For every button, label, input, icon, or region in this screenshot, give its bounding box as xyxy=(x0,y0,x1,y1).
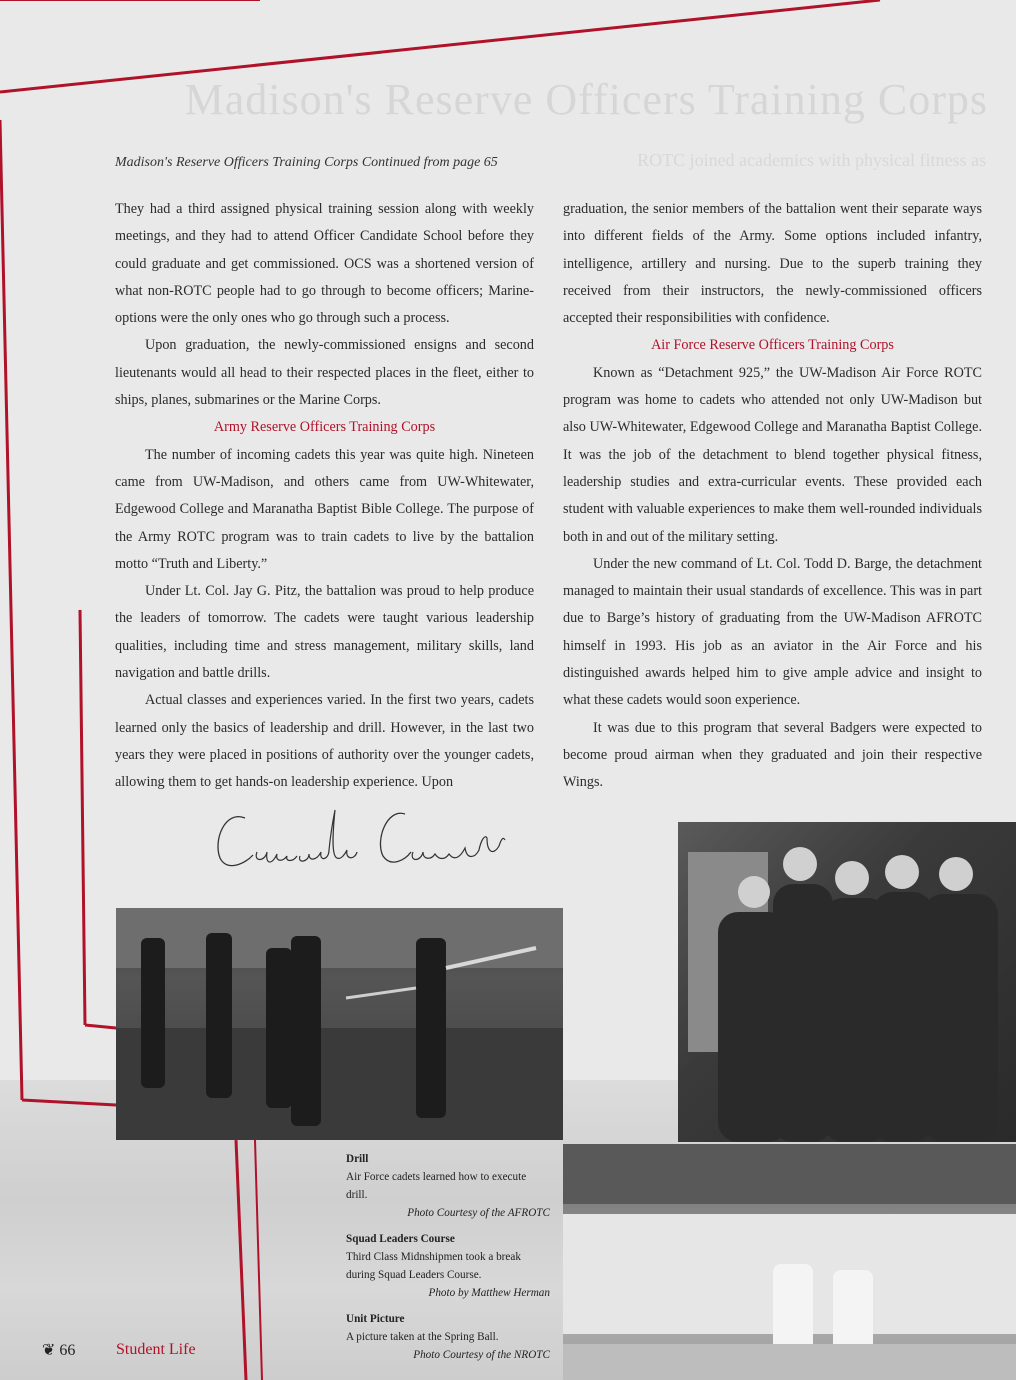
page-number-text: 66 xyxy=(59,1342,76,1359)
army-rotc-heading: Army Reserve Officers Training Corps xyxy=(213,419,436,436)
paragraph: Known as “Detachment 925,” the UW-Madison Air Force ROTC program was home to cadets who attended not only UW-Madison but also UW-Whitewater, Edgewood College and Maranatha Baptist College. It was the job of the detachment to blend together physical fitness, leadership studies and extra-curricular events. These provided each student with valuable experiences to make them well-rounded individuals both in and out of the military setting. xyxy=(563,364,982,545)
paragraph: Under the new command of Lt. Col. Todd D. Barge, the detachment managed to maintain their usual standards of excellence. This was in part due to Barge’s history of graduating from the UW-Madison AFROTC himself in 1993. His job as an aviator in the Air Force and his distinguished awards helped him to give ample advice and insight to what these cadets would soon experience. xyxy=(563,555,982,709)
caption-credit: Photo Courtesy of the AFROTC xyxy=(407,1207,550,1219)
paragraph: Under Lt. Col. Jay G. Pitz, the battalion was proud to help produce the leaders of tomorrow. The cadets were taught various leadership qualities, including time and stress management, military skills, land navigation and battle drills. xyxy=(115,583,534,682)
caption-credit: Photo by Matthew Herman xyxy=(428,1287,550,1299)
caption-text: Air Force cadets learned how to execute drill. xyxy=(346,1171,527,1201)
page-number xyxy=(42,1340,75,1360)
paragraph: It was due to this program that several Badgers were expected to become proud airman when they graduated and join their respective Wings. xyxy=(563,719,982,791)
caption-credit: Photo Courtesy of the NROTC xyxy=(413,1349,550,1361)
squad-leaders-photo xyxy=(678,822,1016,1142)
caption-text: Third Class Midnshipmen took a break during Squad Leaders Course. xyxy=(346,1251,521,1281)
paragraph: Actual classes and experiences varied. In the first two years, cadets learned only the basics of leadership and drill. However, in the last two years they were placed in positions of authority over the younger cadets, allowing them to get hands-on leadership experience. Upon xyxy=(115,692,534,791)
ghost-subtitle: ROTC joined academics with physical fitness as xyxy=(637,150,986,170)
paw-icon: ❦ xyxy=(42,1342,56,1359)
caption-title: Drill xyxy=(346,1153,369,1165)
photo-captions xyxy=(346,1150,550,1372)
paragraph: graduation, the senior members of the battalion went their separate ways into different fields of the Army. Some options included infantry, intelligence, artillery and nursing. Due to the superb training they received from their instructors, the newly-commissioned officers accepted their responsibilities with confidence. xyxy=(563,201,982,327)
author-signature xyxy=(205,800,515,880)
paragraph: The number of incoming cadets this year was quite high. Nineteen came from UW-Madison, and others came from UW-Whitewater, Edgewood College and Maranatha Baptist Bible College. The purpose of the Army ROTC program was to train cadets to live by the battalion motto “Truth and Liberty.” xyxy=(115,446,534,572)
caption-text: A picture taken at the Spring Ball. xyxy=(346,1331,499,1343)
caption-unit-picture xyxy=(346,1310,550,1364)
ghost-page-title: Madison's Reserve Officers Training Corps xyxy=(184,75,988,124)
caption-title: Squad Leaders Course xyxy=(346,1233,455,1245)
right-text-column xyxy=(563,196,982,797)
left-text-column xyxy=(115,196,534,797)
air-force-rotc-heading: Air Force Reserve Officers Training Corps xyxy=(651,337,894,354)
paragraph: Upon graduation, the newly-commissioned ensigns and second lieutenants would all head to their respected places in the fleet, either to ships, planes, submarines or the Marine Corps. xyxy=(115,337,534,409)
caption-squad-leaders xyxy=(346,1230,550,1302)
continued-from-line: Madison's Reserve Officers Training Corps Continued from page 65 xyxy=(115,155,498,170)
paragraph: They had a third assigned physical training session along with weekly meetings, and they had to attend Officer Candidate School before they could graduate and get commissioned. OCS was a shortened version of what non-ROTC people had to go through to become officers; Marine-options were the only ones who go through such a process. xyxy=(115,201,534,327)
caption-drill xyxy=(346,1150,550,1222)
drill-photo xyxy=(116,908,563,1140)
caption-title: Unit Picture xyxy=(346,1313,405,1325)
unit-picture-photo xyxy=(563,1144,1016,1380)
section-name: Student Life xyxy=(116,1341,196,1358)
